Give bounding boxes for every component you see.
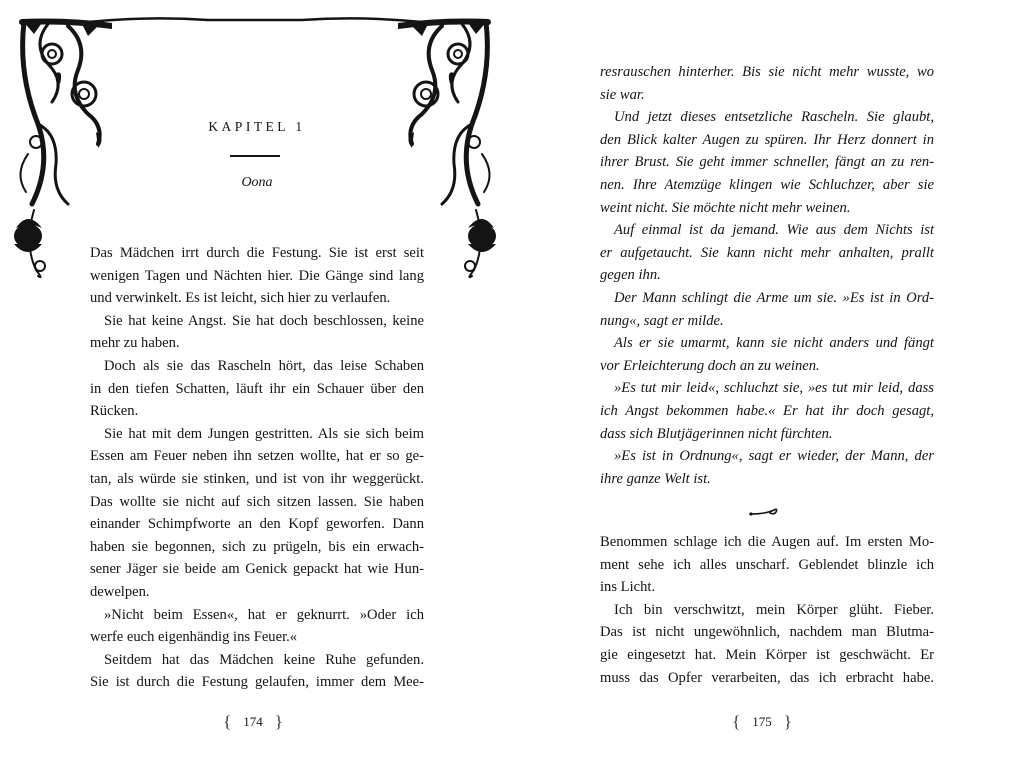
text-line: ment sehe ich alles unscharf. Geblendet blinzle ich bbox=[600, 556, 934, 573]
text-line: in den tiefen Schatten, läuft ihr ein Schauer über den bbox=[90, 380, 424, 397]
text-line: vor Erleichterung doch an zu weinen. bbox=[600, 357, 820, 374]
text-line: Doch als sie das Rascheln hört, das leise Schaben bbox=[104, 357, 424, 374]
text-line: Und jetzt dieses entsetzliche Rascheln. Sie glaubt, bbox=[614, 109, 934, 126]
text-line: Sie hat mit dem Jungen gestritten. Als sie sich beim bbox=[104, 425, 424, 442]
page-number-value: 174 bbox=[243, 714, 263, 729]
text-line: Das Mädchen irrt durch die Festung. Sie ist erst seit bbox=[90, 245, 424, 261]
text-line: resrauschen hinterher. Bis sie nicht mehr wusste, wo bbox=[600, 64, 934, 80]
text-line: ihre ganze Welt ist. bbox=[600, 470, 711, 487]
scene-break-icon bbox=[748, 505, 780, 519]
text-line: Essen am Feuer neben ihn setzen wollte, hat er so ge- bbox=[90, 448, 424, 465]
text-line: gegen ihn. bbox=[600, 267, 661, 284]
text-line: Das wollte sie nicht auf sich sitzen lassen. Sie haben bbox=[90, 493, 424, 510]
text-line: haben sie begonnen, sich zu prügeln, bis ein erwach- bbox=[90, 538, 424, 555]
right-italic-text bbox=[600, 61, 934, 490]
text-line: Der Mann schlingt die Arme um sie. »Es ist in Ord- bbox=[614, 289, 934, 306]
text-line: Ich bin verschwitzt, mein Körper glüht. Fieber. bbox=[614, 601, 934, 618]
text-line: wenigen Tagen und Nächten hier. Die Gänge sind lang bbox=[90, 267, 424, 284]
right-roman-text bbox=[600, 531, 934, 689]
text-line: einander Schimpfworte an den Kopf geworfen. Dann bbox=[90, 516, 424, 533]
text-line: werfe euch eigenhändig ins Feuer.« bbox=[90, 629, 298, 646]
brace-left-icon: { bbox=[732, 712, 741, 731]
text-line: sie war. bbox=[600, 86, 645, 103]
chapter-divider bbox=[230, 155, 280, 157]
text-line: muss das Opfer verarbeiten, das ich erbracht habe. bbox=[600, 669, 934, 686]
text-line: ich Angst bekommen habe.« Er hat ihr doch gesagt, bbox=[600, 402, 934, 419]
text-line: »Nicht beim Essen«, hat er geknurrt. »Oder ich bbox=[104, 606, 424, 623]
text-line: nung«, sagt er milde. bbox=[600, 312, 724, 329]
left-body-text bbox=[90, 242, 424, 694]
page-number-value: 175 bbox=[752, 714, 772, 729]
text-line: Sie ist durch die Festung gelaufen, immer dem Mee- bbox=[90, 674, 424, 691]
text-line: Sie hat keine Angst. Sie hat doch beschlossen, keine bbox=[104, 312, 424, 329]
text-line: »Es ist in Ordnung«, sagt er wieder, der Mann, der bbox=[614, 448, 934, 465]
text-line: Benommen schlage ich die Augen auf. Im ersten Mo- bbox=[600, 534, 934, 550]
chapter-label: KAPITEL 1 bbox=[208, 119, 306, 134]
ornament-top-rule bbox=[88, 14, 422, 34]
text-line: Seitdem hat das Mädchen keine Ruhe gefunden. bbox=[104, 651, 424, 668]
text-line: den Blick kalter Augen zu spüren. Ihr Herz donnert in bbox=[600, 131, 934, 148]
brace-right-icon: } bbox=[783, 712, 792, 731]
text-line: und verwinkelt. Es ist leicht, sich hier zu verlaufen. bbox=[90, 290, 391, 307]
text-line: er aufgetaucht. Sie kann nicht mehr anhalten, prallt bbox=[600, 244, 934, 261]
text-line: ihrer Brust. Sie geht immer schneller, fängt an zu ren- bbox=[600, 154, 934, 171]
text-line: weint nicht. Sie möchte nicht mehr weinen. bbox=[600, 199, 851, 216]
brace-right-icon: } bbox=[274, 712, 283, 731]
text-line: ins Licht. bbox=[600, 579, 656, 596]
text-line: »Es tut mir leid«, schluchzt sie, »es tut mir leid, dass bbox=[614, 380, 934, 397]
page-number-left bbox=[213, 712, 293, 732]
text-line: Rücken. bbox=[90, 403, 139, 420]
text-line: tan, als würde sie stinken, und ist von ihr weggerückt. bbox=[90, 470, 424, 487]
text-line: gie eingesetzt hat. Mein Körper ist geschwächt. Er bbox=[600, 646, 934, 663]
chapter-title: Oona bbox=[241, 175, 273, 190]
text-line: Auf einmal ist da jemand. Wie aus dem Nichts ist bbox=[614, 222, 934, 239]
brace-left-icon: { bbox=[223, 712, 232, 731]
text-line: nen. Ihre Atemzüge klingen wie Schluchzer, aber sie bbox=[600, 176, 934, 193]
text-line: sener Jäger sie beide am Genick gepackt hat wie Hun- bbox=[90, 561, 424, 578]
text-line: Als er sie umarmt, kann sie nicht anders und fängt bbox=[614, 335, 934, 352]
text-line: mehr zu haben. bbox=[90, 335, 180, 352]
text-line: dass sich Blutjägerinnen nicht fürchten. bbox=[600, 425, 833, 442]
text-line: Das ist nicht ungewöhnlich, nachdem man Blutma- bbox=[600, 624, 934, 641]
text-line: dewelpen. bbox=[90, 583, 150, 600]
page-number-right bbox=[722, 712, 802, 732]
